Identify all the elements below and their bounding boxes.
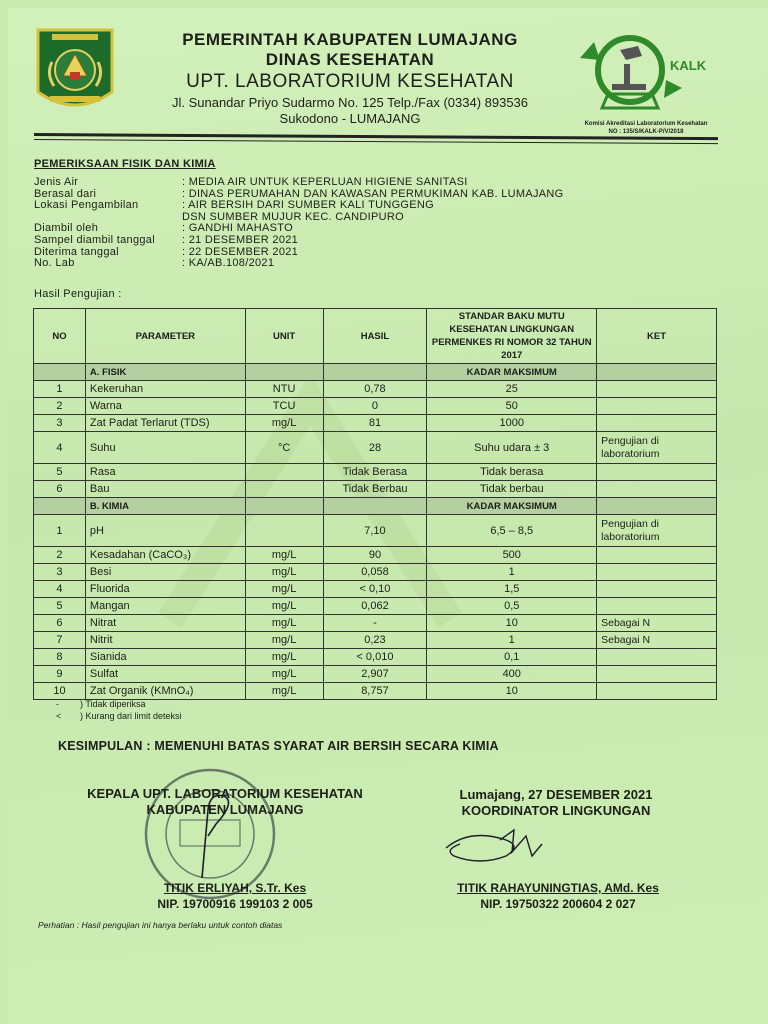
- cell-hasil: Tidak Berasa: [323, 464, 427, 481]
- cell-standar: Tidak berasa: [427, 464, 597, 481]
- accreditation-note: [566, 120, 726, 136]
- info-row: [34, 258, 564, 270]
- cell-unit: mg/L: [245, 598, 323, 615]
- place-date: Lumajang, 27 DESEMBER 2021: [459, 787, 653, 802]
- table-row: [34, 381, 717, 398]
- cell-ket: Sebagai N: [597, 632, 717, 649]
- section-empty-cell: [597, 364, 717, 381]
- cell-standar: 1,5: [427, 581, 597, 598]
- kimia-section: [34, 498, 717, 700]
- cell-hasil: < 0,010: [323, 649, 427, 666]
- kalk-logo-text: KALK: [670, 58, 707, 73]
- cell-ket: [597, 683, 717, 700]
- cell-hasil: 8,757: [323, 683, 427, 700]
- cell-standar: Tidak berbau: [427, 481, 597, 498]
- cell-hasil: < 0,10: [323, 581, 427, 598]
- letterhead: [120, 30, 580, 126]
- signatory-left-regency: KABUPATEN LUMAJANG: [146, 802, 304, 817]
- table-row: [34, 515, 717, 547]
- sample-info: [34, 177, 564, 270]
- cell-parameter: Kekeruhan: [85, 381, 245, 398]
- cell-parameter: Besi: [85, 564, 245, 581]
- cell-parameter: Nitrat: [85, 615, 245, 632]
- cell-unit: NTU: [245, 381, 323, 398]
- section-row: [34, 364, 717, 381]
- kalk-accreditation-logo-icon: [572, 24, 712, 120]
- cell-parameter: pH: [85, 515, 245, 547]
- signatory-right: [416, 787, 696, 819]
- cell-no: 8: [34, 649, 86, 666]
- info-value: : 22 DESEMBER 2021: [182, 245, 299, 258]
- cell-hasil: 90: [323, 547, 427, 564]
- info-label: Lokasi Pengambilan: [34, 199, 139, 212]
- cell-no: 10: [34, 683, 86, 700]
- table-header-row: [34, 309, 717, 364]
- cell-no: 4: [34, 432, 86, 464]
- section-empty-cell: [34, 498, 86, 515]
- cell-parameter: Bau: [85, 481, 245, 498]
- cell-unit: mg/L: [245, 415, 323, 432]
- cell-ket: [597, 581, 717, 598]
- cell-unit: mg/L: [245, 666, 323, 683]
- results-heading: Hasil Pengujian :: [34, 288, 122, 300]
- info-label: Sampel diambil tanggal: [34, 233, 155, 246]
- cell-ket: [597, 649, 717, 666]
- cell-no: 3: [34, 564, 86, 581]
- cell-parameter: Nitrit: [85, 632, 245, 649]
- cell-standar: 0,1: [427, 649, 597, 666]
- cell-parameter: Mangan: [85, 598, 245, 615]
- section-empty-cell: [323, 498, 427, 515]
- letterhead-government: PEMERINTAH KABUPATEN LUMAJANG: [182, 30, 518, 49]
- signatory-right-title: KOORDINATOR LINGKUNGAN: [461, 803, 651, 818]
- section-empty-cell: [34, 364, 86, 381]
- cell-hasil: Tidak Berbau: [323, 481, 427, 498]
- section-kadar-label: KADAR MAKSIMUM: [427, 498, 597, 515]
- cell-no: 5: [34, 598, 86, 615]
- signatory-left-name: TITIK ERLIYAH, S.Tr. Kes: [163, 881, 307, 895]
- cell-standar: 400: [427, 666, 597, 683]
- section-label: A. FISIK: [85, 364, 245, 381]
- cell-unit: mg/L: [245, 564, 323, 581]
- cell-ket: Pengujian di laboratorium: [597, 515, 717, 547]
- cell-unit: mg/L: [245, 547, 323, 564]
- signature-right-icon: [440, 822, 550, 872]
- table-row: [34, 615, 717, 632]
- section-kadar-label: KADAR MAKSIMUM: [427, 364, 597, 381]
- cell-ket: [597, 598, 717, 615]
- note-line: [56, 698, 182, 710]
- info-value: : MEDIA AIR UNTUK KEPERLUAN HIGIENE SANITASI: [182, 176, 468, 188]
- info-value: : AIR BERSIH DARI SUMBER KALI TUNGGENG: [182, 199, 435, 212]
- cell-hasil: 28: [323, 432, 427, 464]
- col-ket: KET: [597, 309, 717, 364]
- cell-ket: Sebagai N: [597, 615, 717, 632]
- table-row: [34, 666, 717, 683]
- table-row: [34, 632, 717, 649]
- cell-ket: [597, 398, 717, 415]
- section-empty-cell: [597, 498, 717, 515]
- disclaimer: Perhatian : Hasil pengujian ini hanya berlaku untuk contoh diatas: [38, 920, 283, 930]
- cell-no: 7: [34, 632, 86, 649]
- cell-standar: 25: [427, 381, 597, 398]
- cell-no: 6: [34, 615, 86, 632]
- note-line: [56, 710, 182, 722]
- cell-no: 6: [34, 481, 86, 498]
- cell-hasil: 7,10: [323, 515, 427, 547]
- cell-parameter: Sianida: [85, 649, 245, 666]
- signatory-left-nip: NIP. 19700916 199103 2 005: [157, 897, 313, 911]
- info-row: [34, 247, 564, 259]
- cell-parameter: Suhu: [85, 432, 245, 464]
- cell-parameter: Zat Organik (KMnO₄): [85, 683, 245, 700]
- info-row: [34, 212, 564, 224]
- cell-no: 1: [34, 515, 86, 547]
- cell-ket: [597, 564, 717, 581]
- col-no: NO: [34, 309, 86, 364]
- cell-ket: [597, 381, 717, 398]
- info-label: No. Lab: [34, 257, 75, 270]
- cell-standar: 10: [427, 683, 597, 700]
- signatory-left-identity: [100, 880, 370, 912]
- note-text: ) Tidak diperiksa: [80, 699, 146, 709]
- cell-hasil: 2,907: [323, 666, 427, 683]
- letterhead-lab-name: UPT. LABORATORIUM KESEHATAN: [186, 71, 514, 92]
- section-empty-cell: [245, 498, 323, 515]
- table-row: [34, 464, 717, 481]
- section-title: PEMERIKSAAN FISIK DAN KIMIA: [34, 158, 216, 170]
- cell-no: 5: [34, 464, 86, 481]
- section-label: B. KIMIA: [85, 498, 245, 515]
- cell-unit: mg/L: [245, 615, 323, 632]
- cell-parameter: Rasa: [85, 464, 245, 481]
- fisik-section: [34, 364, 717, 498]
- cell-standar: 500: [427, 547, 597, 564]
- signatory-right-identity: [408, 880, 708, 912]
- table-row: [34, 432, 717, 464]
- cell-hasil: 81: [323, 415, 427, 432]
- cell-no: 1: [34, 381, 86, 398]
- table-notes: [56, 698, 182, 722]
- note-symbol: <: [56, 711, 62, 721]
- cell-ket: [597, 415, 717, 432]
- cell-hasil: 0,062: [323, 598, 427, 615]
- cell-hasil: 0,78: [323, 381, 427, 398]
- cell-unit: [245, 481, 323, 498]
- cell-ket: [597, 464, 717, 481]
- cell-unit: [245, 464, 323, 481]
- cell-parameter: Sulfat: [85, 666, 245, 683]
- conclusion: KESIMPULAN : MEMENUHI BATAS SYARAT AIR BERSIH SECARA KIMIA: [58, 739, 499, 753]
- letterhead-city: Sukodono - LUMAJANG: [279, 111, 421, 126]
- letterhead-department: DINAS KESEHATAN: [265, 50, 435, 69]
- table-row: [34, 398, 717, 415]
- lumajang-crest-icon: [34, 26, 116, 118]
- info-value: : DINAS PERUMAHAN DAN KAWASAN PERMUKIMAN KAB. LUMAJANG: [182, 187, 564, 200]
- info-row: [34, 235, 564, 247]
- note-symbol: -: [56, 699, 59, 709]
- signatory-left: [40, 786, 410, 818]
- cell-standar: 1000: [427, 415, 597, 432]
- section-empty-cell: [245, 364, 323, 381]
- table-row: [34, 581, 717, 598]
- cell-hasil: -: [323, 615, 427, 632]
- cell-standar: 10: [427, 615, 597, 632]
- cell-unit: [245, 515, 323, 547]
- table-row: [34, 649, 717, 666]
- cell-unit: mg/L: [245, 632, 323, 649]
- cell-standar: 0,5: [427, 598, 597, 615]
- cell-standar: 6,5 – 8,5: [427, 515, 597, 547]
- table-row: [34, 547, 717, 564]
- info-value: : KA/AB.108/2021: [182, 257, 275, 270]
- col-hasil: HASIL: [323, 309, 427, 364]
- results-table: [33, 308, 717, 700]
- col-parameter: PARAMETER: [85, 309, 245, 364]
- cell-unit: mg/L: [245, 581, 323, 598]
- cell-hasil: 0,058: [323, 564, 427, 581]
- table-row: [34, 564, 717, 581]
- cell-no: 2: [34, 398, 86, 415]
- cell-ket: [597, 547, 717, 564]
- cell-unit: mg/L: [245, 649, 323, 666]
- cell-no: 2: [34, 547, 86, 564]
- cell-unit: TCU: [245, 398, 323, 415]
- accreditation-number: NO : 135/S/KALK-P/V/2018: [608, 129, 684, 135]
- signatory-right-nip: NIP. 19750322 200604 2 027: [480, 897, 636, 911]
- info-label: Diambil oleh: [34, 222, 99, 235]
- cell-parameter: Zat Padat Terlarut (TDS): [85, 415, 245, 432]
- signatory-left-title: KEPALA UPT. LABORATORIUM KESEHATAN: [87, 786, 363, 801]
- col-standar: STANDAR BAKU MUTU KESEHATAN LINGKUNGAN PERMENKES RI NOMOR 32 TAHUN 2017: [427, 309, 597, 364]
- accreditation-commission: Komisi Akreditasi Laboratorium Kesehatan: [584, 121, 708, 127]
- letterhead-address: Jl. Sunandar Priyo Sudarmo No. 125 Telp./Fax (0334) 893536: [171, 95, 529, 110]
- cell-no: 9: [34, 666, 86, 683]
- info-value: DSN SUMBER MUJUR KEC. CANDIPURO: [182, 210, 404, 223]
- section-empty-cell: [323, 364, 427, 381]
- cell-ket: [597, 481, 717, 498]
- cell-ket: Pengujian di laboratorium: [597, 432, 717, 464]
- cell-hasil: 0,23: [323, 632, 427, 649]
- info-label: Berasal dari: [34, 187, 97, 200]
- table-row: [34, 415, 717, 432]
- col-unit: UNIT: [245, 309, 323, 364]
- cell-no: 4: [34, 581, 86, 598]
- cell-parameter: Warna: [85, 398, 245, 415]
- table-row: [34, 481, 717, 498]
- cell-standar: 50: [427, 398, 597, 415]
- info-value: : GANDHI MAHASTO: [182, 222, 293, 235]
- cell-standar: Suhu udara ± 3: [427, 432, 597, 464]
- info-value: : 21 DESEMBER 2021: [182, 233, 299, 246]
- table-row: [34, 683, 717, 700]
- info-label: Jenis Air: [34, 176, 79, 188]
- cell-hasil: 0: [323, 398, 427, 415]
- cell-parameter: Kesadahan (CaCO₃): [85, 547, 245, 564]
- cell-standar: 1: [427, 564, 597, 581]
- info-row: [34, 177, 564, 189]
- info-label: Diterima tanggal: [34, 245, 119, 258]
- cell-ket: [597, 666, 717, 683]
- signatory-right-name: TITIK RAHAYUNINGTIAS, AMd. Kes: [457, 881, 659, 895]
- section-row: [34, 498, 717, 515]
- note-text: ) Kurang dari limit deteksi: [80, 711, 182, 721]
- cell-unit: mg/L: [245, 683, 323, 700]
- cell-parameter: Fluorida: [85, 581, 245, 598]
- cell-no: 3: [34, 415, 86, 432]
- table-row: [34, 598, 717, 615]
- cell-standar: 1: [427, 632, 597, 649]
- cell-unit: °C: [245, 432, 323, 464]
